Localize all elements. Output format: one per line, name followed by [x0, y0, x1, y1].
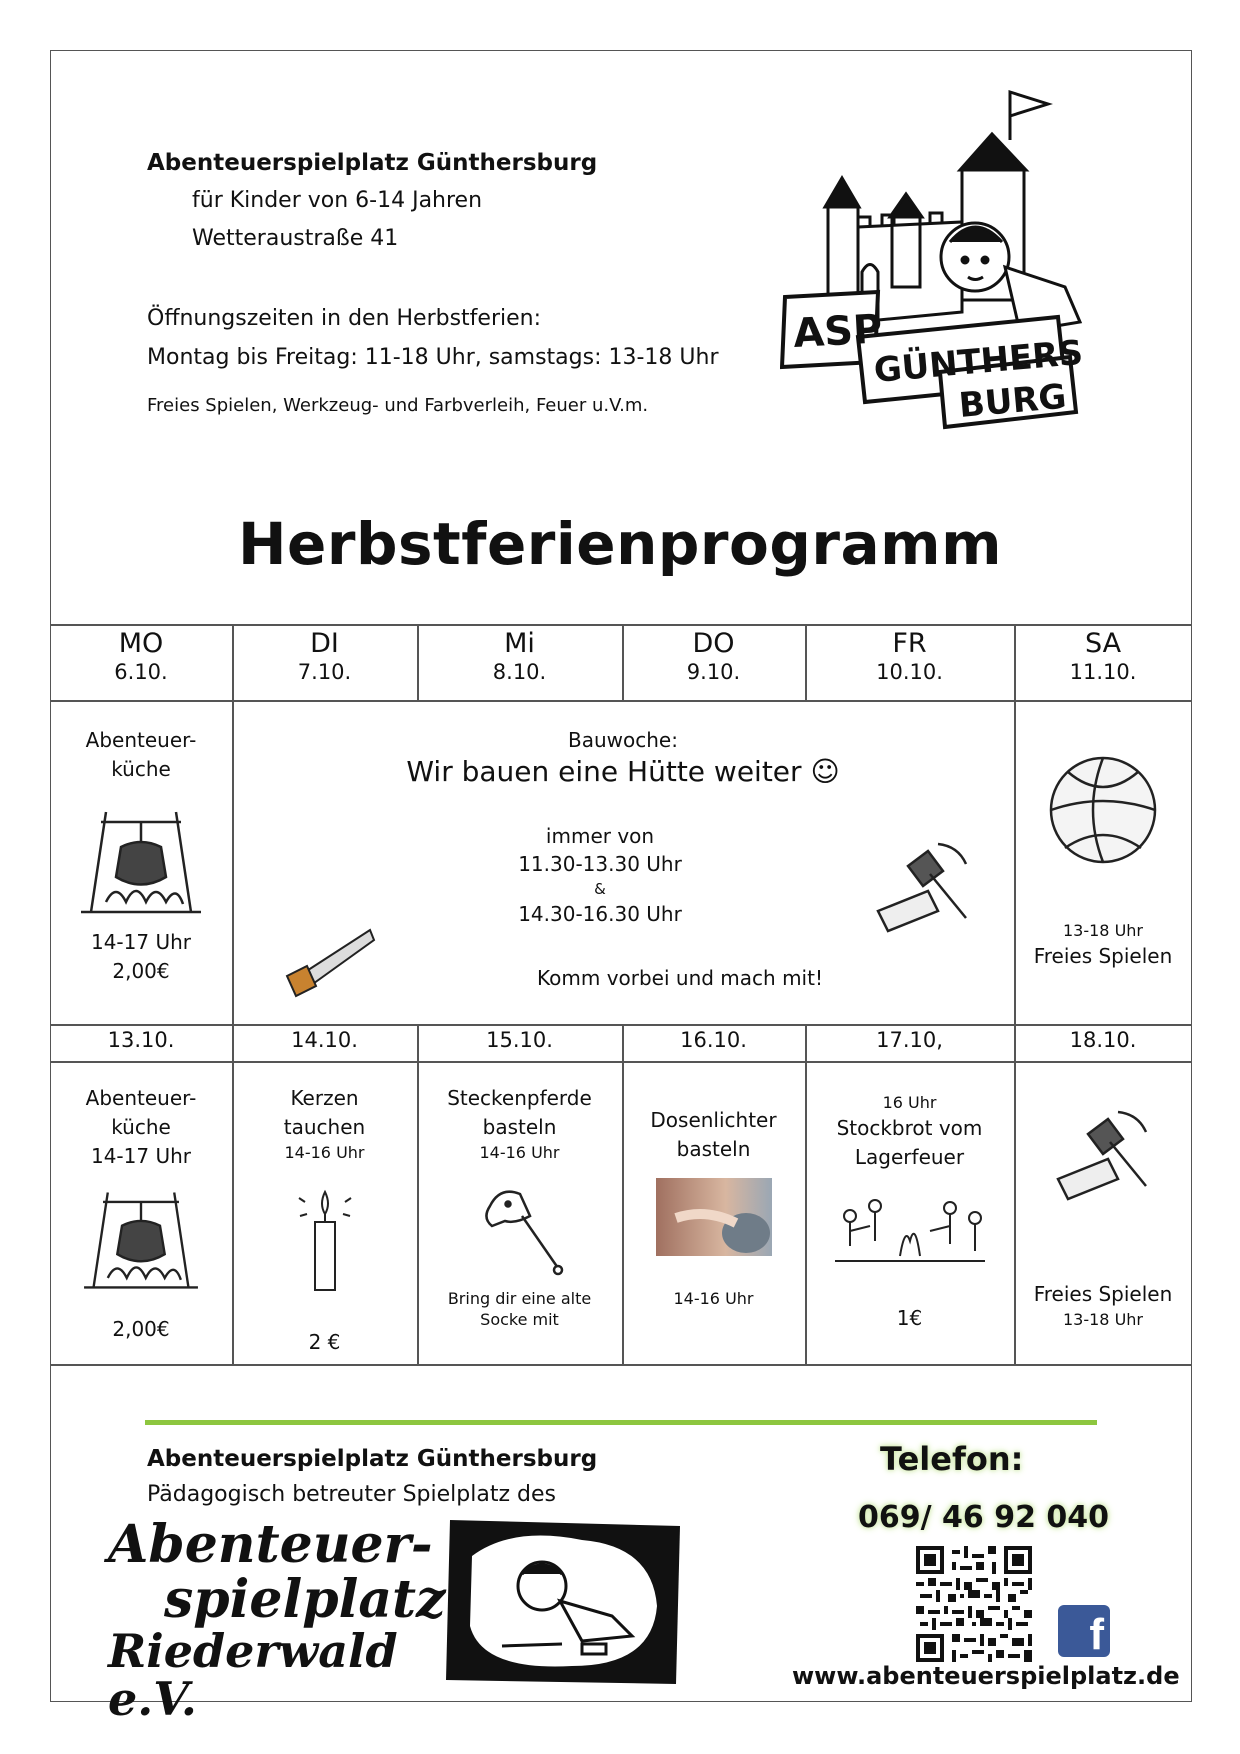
bauwoche-cta: Komm vorbei und mach mit!	[537, 966, 823, 990]
header-org-name: Abenteuerspielplatz Günthersburg	[147, 150, 598, 176]
activity-time: 13-18 Uhr	[1062, 921, 1143, 940]
bauwoche-intro: immer von	[545, 824, 655, 848]
week2-di-cell	[232, 1084, 417, 1357]
activity-title: basteln	[482, 1115, 557, 1139]
logo-left-word: ASP	[792, 306, 884, 357]
table-rule	[50, 700, 1192, 702]
header-services: Freies Spielen, Werkzeug- und Farbverleih, Feuer u.V.m.	[147, 395, 649, 416]
phone-number[interactable]: 069/ 46 92 040	[858, 1500, 1110, 1535]
campfire-group-icon	[830, 1186, 990, 1266]
footer-divider	[145, 1420, 1097, 1425]
activity-title: Lagerfeuer	[854, 1144, 965, 1169]
bauwoche-amp: &	[594, 879, 606, 898]
week2-date: 17.10,	[876, 1028, 943, 1052]
day-label: FR	[892, 628, 927, 659]
bauwoche-label: Bauwoche:	[568, 728, 678, 752]
activity-time: 14-17 Uhr	[90, 930, 191, 954]
table-rule	[50, 624, 1192, 626]
child-building-logo	[442, 1516, 684, 1688]
table-rule	[50, 1024, 1192, 1026]
asp-guenthersburg-logo	[780, 82, 1120, 467]
activity-note: Socke mit	[480, 1310, 559, 1330]
riederwald-logo-line: spielplatz	[164, 1568, 446, 1630]
activity-title: Abenteuer-	[85, 1086, 197, 1110]
header-address: Wetteraustraße 41	[192, 226, 399, 251]
day-date: 7.10.	[297, 660, 352, 685]
activity-title: Stockbrot vom	[836, 1115, 983, 1140]
activity-price: 1€	[896, 1305, 923, 1330]
day-label: SA	[1084, 628, 1122, 659]
hobby-horse-icon	[470, 1176, 570, 1276]
tin-can-craft-photo	[656, 1178, 772, 1256]
day-date: 9.10.	[686, 660, 741, 685]
week1-sa-cell	[1014, 752, 1192, 971]
week1-mo-cell	[50, 726, 232, 986]
week2-date: 15.10.	[486, 1028, 553, 1052]
campfire-kettle-icon	[71, 1183, 211, 1295]
page-title: Herbstferienprogramm	[237, 510, 1003, 578]
website-link[interactable]: www.abenteuerspielplatz.de	[792, 1662, 1180, 1690]
activity-price: 2,00€	[112, 959, 170, 983]
day-header-sa	[1014, 628, 1192, 686]
campfire-kettle-icon	[71, 802, 211, 920]
day-date: 8.10.	[492, 660, 547, 685]
qr-code[interactable]	[916, 1546, 1032, 1662]
activity-title: küche	[111, 757, 171, 781]
activity-title: Kerzen	[290, 1086, 359, 1110]
bauwoche-slot: 14.30-16.30 Uhr	[518, 902, 682, 927]
activity-title: Steckenpferde	[447, 1086, 592, 1110]
activity-title: Freies Spielen	[1033, 943, 1173, 968]
bauwoche-headline: Wir bauen eine Hütte weiter ☺	[406, 755, 840, 788]
week2-date: 13.10.	[107, 1028, 175, 1052]
footer-tagline: Pädagogisch betreuter Spielplatz des	[147, 1482, 556, 1507]
day-label: DO	[692, 628, 735, 659]
activity-time: 14-16 Uhr	[479, 1143, 560, 1162]
bauwoche-times	[470, 822, 730, 928]
activity-price: 2,00€	[112, 1317, 170, 1341]
week2-date: 18.10.	[1069, 1028, 1137, 1052]
activity-time: 14-17 Uhr	[90, 1144, 191, 1168]
day-header-do	[622, 628, 805, 686]
footer-org-name: Abenteuerspielplatz Günthersburg	[147, 1446, 598, 1472]
riederwald-logo-line: Abenteuer-	[108, 1514, 433, 1575]
activity-time: 14-16 Uhr	[673, 1289, 754, 1308]
day-label: DI	[310, 628, 339, 659]
activity-time: 16 Uhr	[882, 1093, 937, 1112]
day-label: Mi	[504, 628, 535, 659]
activity-note: Bring dir eine alte	[447, 1288, 592, 1308]
week2-date: 14.10.	[291, 1028, 358, 1052]
day-label: MO	[118, 628, 164, 659]
day-header-di	[232, 628, 417, 686]
week2-date: 16.10.	[680, 1028, 747, 1052]
activity-title: Abenteuer-	[85, 728, 197, 752]
week2-sa-cell	[1014, 1094, 1192, 1331]
bauwoche-cell	[232, 726, 1014, 789]
hammer-icon	[1048, 1094, 1158, 1224]
week2-mi-cell	[417, 1084, 622, 1331]
candle-icon	[295, 1184, 355, 1294]
header-hours-detail: Montag bis Freitag: 11-18 Uhr, samstags: 13-18 Uhr	[147, 345, 719, 370]
week2-do-cell	[622, 1106, 805, 1310]
activity-time: 14-16 Uhr	[284, 1143, 365, 1162]
day-date: 10.10.	[876, 660, 943, 685]
activity-price: 2 €	[308, 1329, 341, 1354]
header-hours-title: Öffnungszeiten in den Herbstferien:	[147, 306, 542, 331]
activity-title: Dosenlichter	[650, 1108, 777, 1132]
riederwald-logo-line: Riederwald e.V.	[108, 1624, 398, 1727]
day-header-mo	[50, 628, 232, 686]
week2-fr-cell	[805, 1092, 1014, 1333]
header-age-range: für Kinder von 6-14 Jahren	[192, 188, 483, 213]
hammer-icon	[868, 836, 978, 946]
activity-title: tauchen	[283, 1115, 366, 1139]
bauwoche-cta-wrap	[530, 964, 830, 993]
phone-label: Telefon:	[880, 1440, 1024, 1478]
basketball-icon	[1043, 752, 1163, 872]
table-rule	[50, 1061, 1192, 1063]
day-date: 6.10.	[114, 660, 168, 685]
day-header-mi	[417, 628, 622, 686]
riederwald-logo	[108, 1514, 446, 1727]
week2-mo-cell	[50, 1084, 232, 1344]
activity-time: 13-18 Uhr	[1062, 1310, 1143, 1329]
day-header-fr	[805, 628, 1014, 686]
day-date: 11.10.	[1069, 660, 1137, 685]
saw-icon	[282, 926, 377, 998]
logo-bottom-word: BURG	[957, 376, 1068, 426]
logo-middle-word: GÜNTHERS	[872, 332, 1085, 391]
activity-title: küche	[111, 1115, 171, 1139]
bauwoche-slot: 11.30-13.30 Uhr	[518, 852, 682, 877]
schedule-table	[50, 624, 1192, 1366]
facebook-icon[interactable]: f	[1058, 1605, 1110, 1657]
activity-title: basteln	[676, 1137, 751, 1161]
table-rule	[50, 1364, 1192, 1366]
activity-title: Freies Spielen	[1033, 1282, 1173, 1306]
